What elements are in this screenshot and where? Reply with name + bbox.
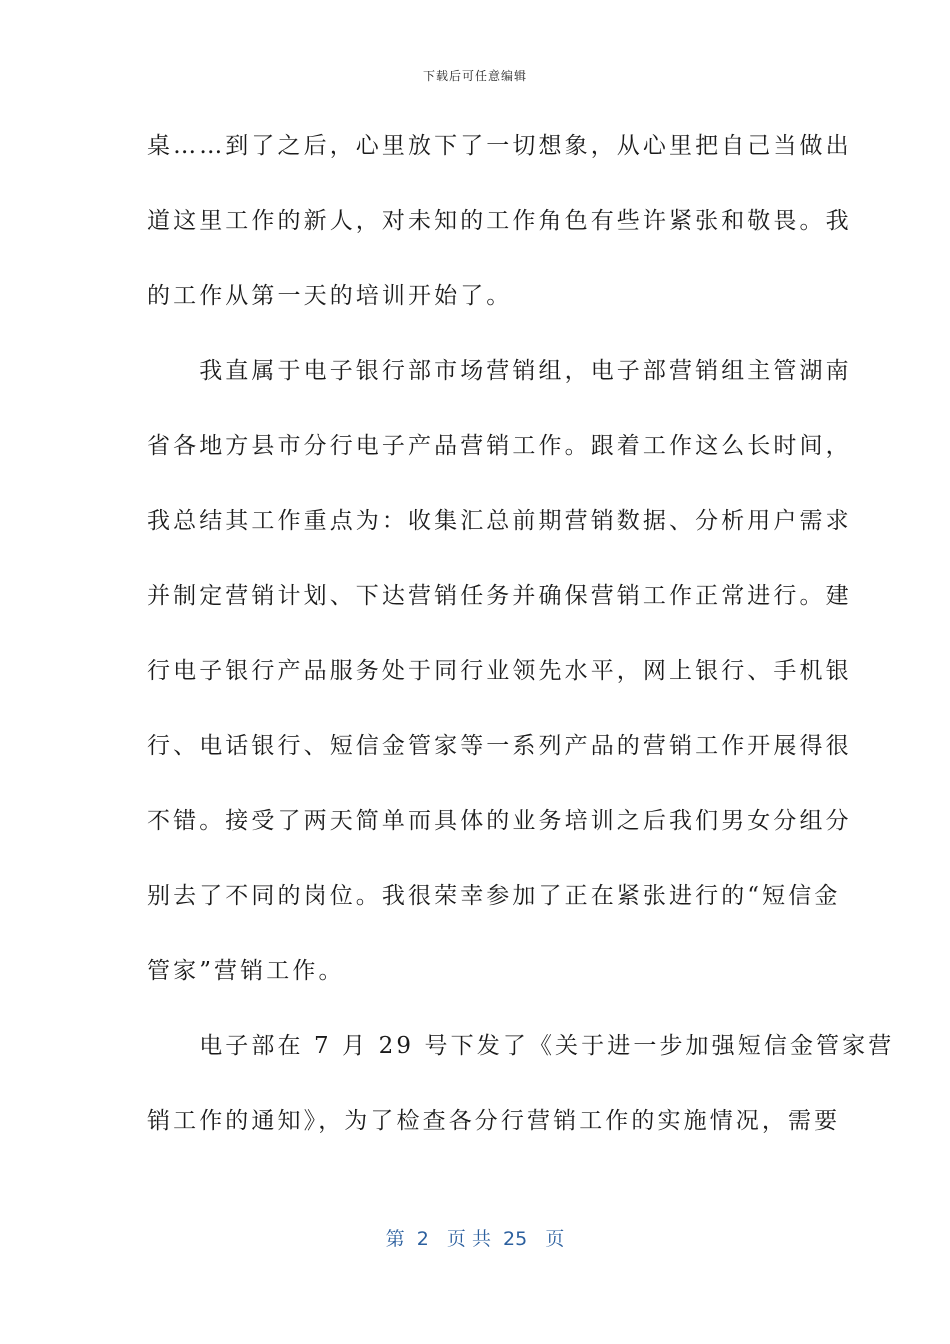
text-line: 桌……到了之后，心里放下了一切想象，从心里把自己当做出 (147, 133, 852, 159)
text-line: 行、电话银行、短信金管家等一系列产品的营销工作开展得很 (147, 733, 852, 759)
page-number-footer: 第 2 页 共 25 页 (385, 1228, 565, 1250)
header-note: 下载后可任意编辑 (422, 69, 527, 83)
text-line: 并制定营销计划、下达营销任务并确保营销工作正常进行。建 (147, 583, 852, 609)
text-line: 我总结其工作重点为：收集汇总前期营销数据、分析用户需求 (147, 508, 852, 534)
document-body (147, 121, 895, 1171)
text-line: 行电子银行产品服务处于同行业领先水平，网上银行、手机银 (147, 658, 852, 684)
text-line: 省各地方县市分行电子产品营销工作。跟着工作这么长时间， (147, 433, 852, 459)
text-line: 销工作的通知》，为了检查各分行营销工作的实施情况，需要 (147, 1108, 841, 1134)
text-line: 电子部在 7 月 29 号下发了《关于进一步加强短信金管家营 (147, 1033, 895, 1059)
text-line: 道这里工作的新人，对未知的工作角色有些许紧张和敬畏。我 (147, 208, 852, 234)
text-line: 我直属于电子银行部市场营销组，电子部营销组主管湖南 (147, 358, 852, 384)
text-line: 管家”营销工作。 (147, 958, 345, 984)
text-line: 的工作从第一天的培训开始了。 (147, 283, 513, 309)
text-line: 不错。接受了两天简单而具体的业务培训之后我们男女分组分 (147, 808, 852, 834)
text-line: 别去了不同的岗位。我很荣幸参加了正在紧张进行的“短信金 (147, 883, 841, 909)
